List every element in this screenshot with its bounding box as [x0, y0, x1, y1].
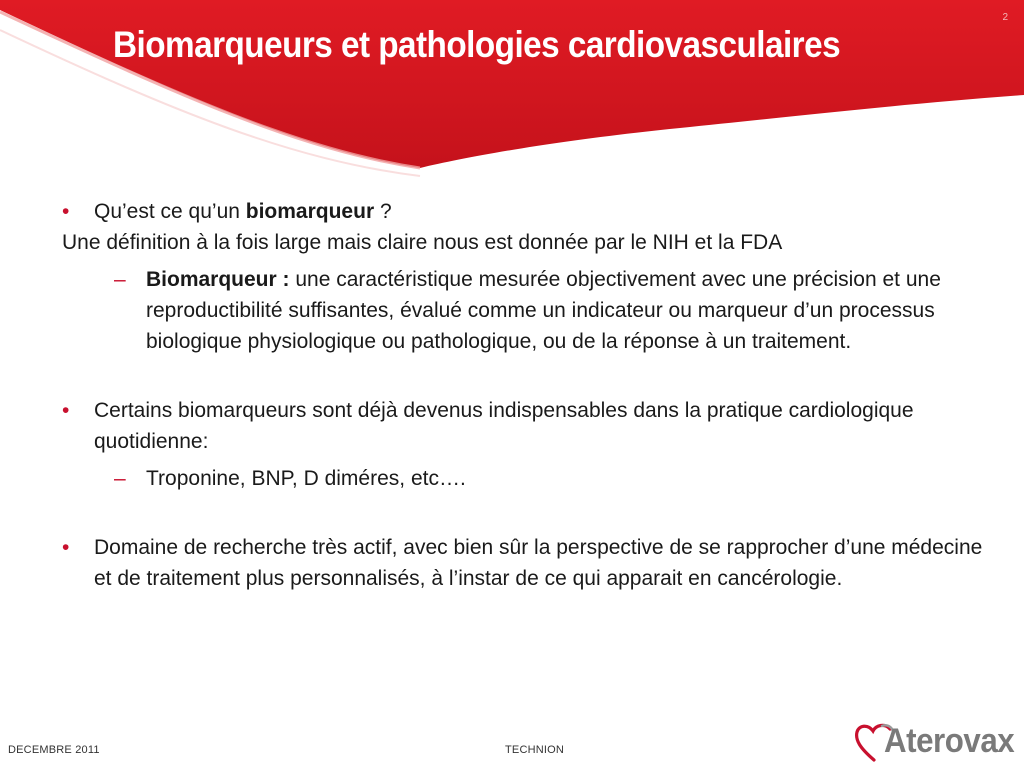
slide-title: Biomarqueurs et pathologies cardiovasculaires [113, 24, 841, 65]
definition-intro: Une définition à la fois large mais claire nous est donnée par le NIH et la FDA [62, 231, 783, 254]
bullet-item-indispensables [62, 395, 992, 457]
logo-wordmark: Aterovax [884, 722, 1015, 760]
slide-content [62, 196, 992, 594]
sub-item-examples [62, 463, 992, 494]
bullet-text: Qu’est ce qu’un [94, 200, 246, 223]
footer-center-label: TECHNION [505, 744, 565, 756]
sub-item-definition [62, 264, 992, 357]
bullet-item-question [62, 196, 992, 227]
sub-bold-term: Biomarqueur : [146, 268, 290, 291]
bullet-marker: • [62, 536, 70, 559]
dash-marker: – [114, 268, 126, 291]
bullet-marker: • [62, 399, 70, 422]
aterovax-logo [852, 718, 1024, 768]
bullet-item-research [62, 532, 992, 594]
sub-text: Troponine, BNP, D diméres, etc…. [146, 467, 466, 490]
bullet-marker: • [62, 200, 70, 223]
bullet-bold-term: biomarqueur [245, 200, 375, 223]
slide-number: 2 [1002, 12, 1008, 23]
bullet-text: Certains biomarqueurs sont déjà devenus indispensables dans la pratique cardiologique quotidienne: [94, 399, 914, 453]
bullet-text: Domaine de recherche très actif, avec bien sûr la perspective de se rapprocher d’une médecine et de traitement plus personnalisés, à l’instar de ce qui apparait en cancérologie. [94, 536, 983, 590]
footer-date: DECEMBRE 2011 [8, 744, 100, 756]
dash-marker: – [114, 467, 126, 490]
sub-text: une caractéristique mesurée objectivement avec une précision et une reproductibilité suffisantes, évalué comme un indicateur ou marqueur d’un processus biologique physiologique ou pathologique, ou de la réponse à un traitement. [146, 268, 941, 353]
bullet-text-end: ? [374, 200, 392, 223]
